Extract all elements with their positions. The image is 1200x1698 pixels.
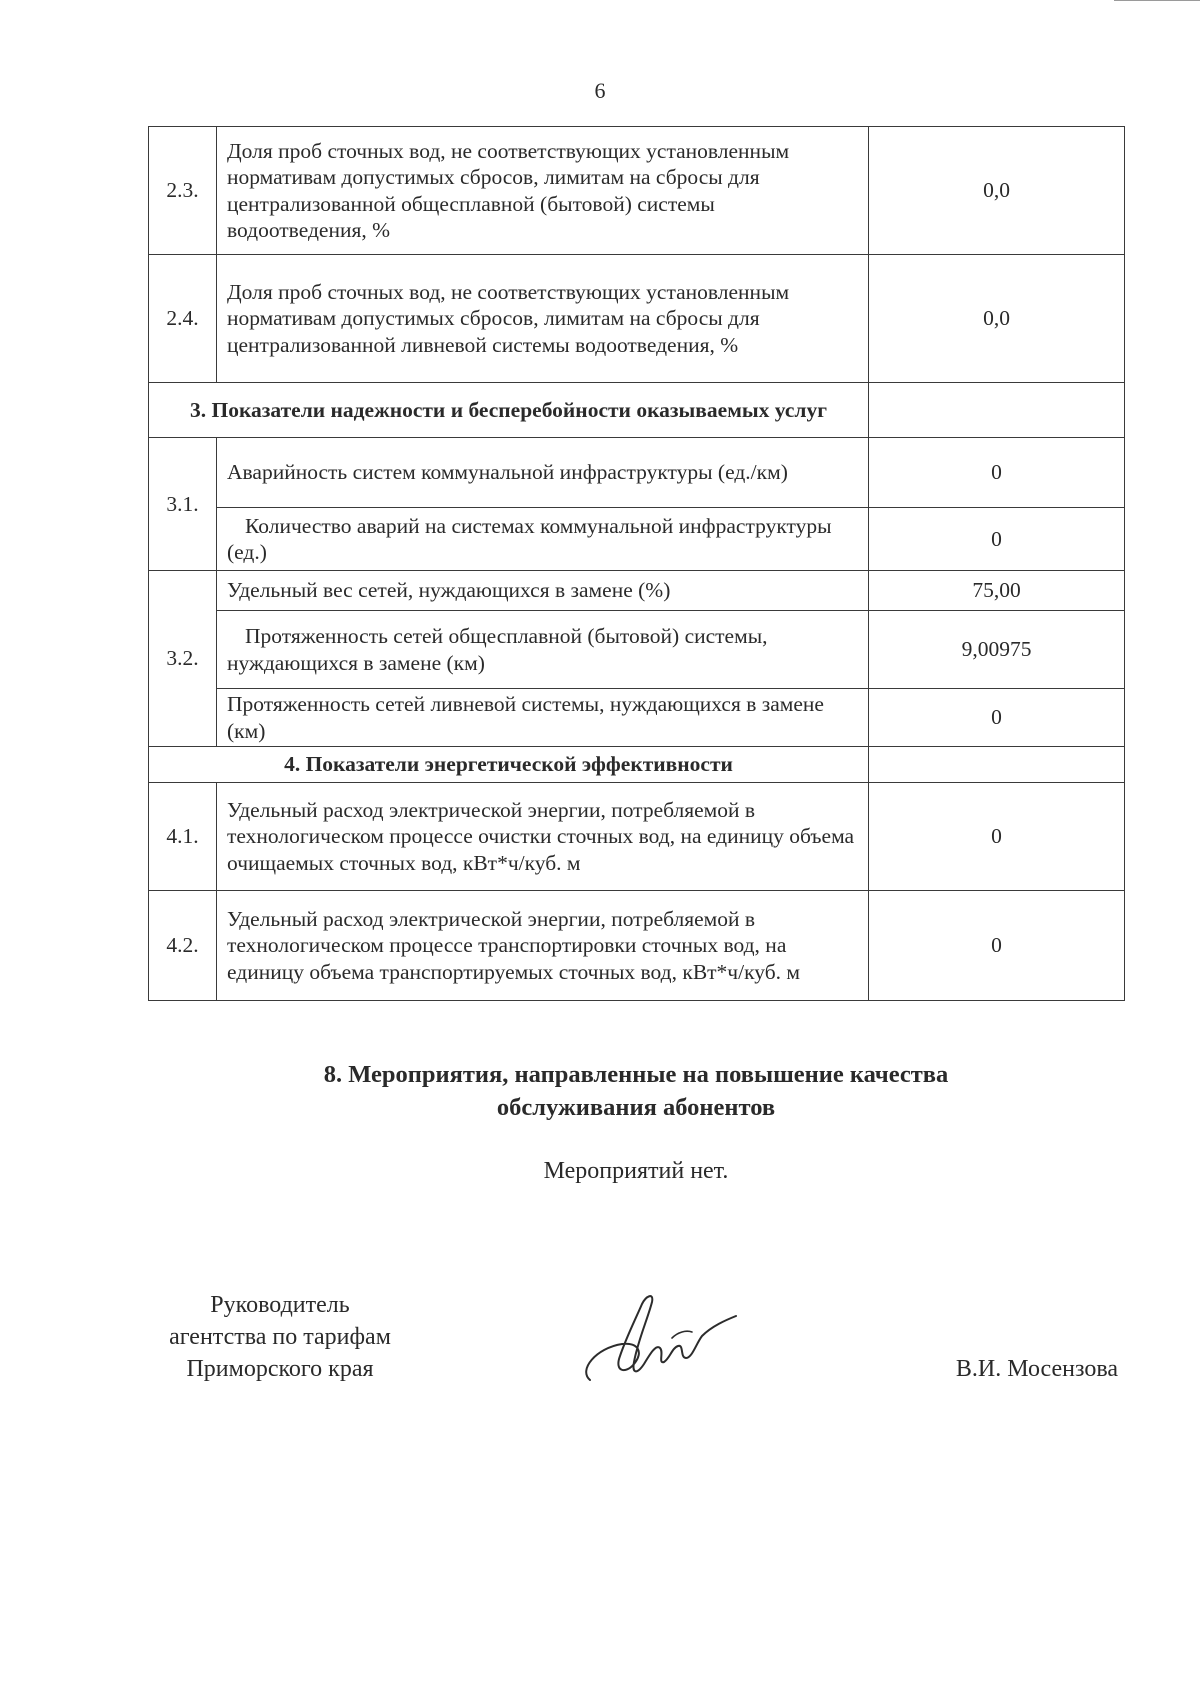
section-8-heading-line2: обслуживания абонентов bbox=[496, 1094, 776, 1122]
row-value: 0 bbox=[869, 689, 1125, 747]
signer-title-line1: Руководитель bbox=[210, 1292, 350, 1318]
row-description: Доля проб сточных вод, не соответствующих установленным нормативам допустимых сбросов, лимитам на сбросы для централизованной общесплавной (бытовой) системы водоотведения, % bbox=[217, 127, 869, 255]
no-measures-text: Мероприятий нет. bbox=[543, 1158, 729, 1184]
signer-title-line2: агентства по тарифам bbox=[169, 1323, 391, 1350]
row-description: Удельный расход электрической энергии, потребляемой в технологическом процессе транспортировки сточных вод, на единицу объема транспортируемых сточных вод, кВт*ч/куб. м bbox=[217, 891, 869, 1001]
row-number: 4.2. bbox=[149, 891, 217, 1001]
row-value: 75,00 bbox=[869, 571, 1125, 611]
section-empty-cell bbox=[869, 747, 1125, 783]
row-number: 2.3. bbox=[149, 127, 217, 255]
section-title: 4. Показатели энергетической эффективности bbox=[149, 747, 869, 783]
table-row-4-2 bbox=[149, 891, 1125, 1001]
section-8-heading bbox=[148, 1058, 1124, 1125]
corner-scan-mark bbox=[1114, 0, 1200, 5]
row-number: 2.4. bbox=[149, 255, 217, 383]
row-number: 3.2. bbox=[149, 571, 217, 747]
row-value: 0,0 bbox=[869, 255, 1125, 383]
row-value: 0 bbox=[869, 438, 1125, 508]
table-row-3-2 bbox=[149, 571, 1125, 611]
row-description-text: Протяженность сетей общесплавной (бытовой) системы, нуждающихся в замене (км) bbox=[227, 624, 768, 675]
row-description: Доля проб сточных вод, не соответствующих установленным нормативам допустимых сбросов, лимитам на сбросы для централизованной ливневой системы водоотведения, % bbox=[217, 255, 869, 383]
row-description: Аварийность систем коммунальной инфраструктуры (ед./км) bbox=[217, 438, 869, 508]
row-number: 3.1. bbox=[149, 438, 217, 571]
signer-title-line3: Приморского края bbox=[186, 1355, 374, 1382]
table-row-2-3 bbox=[149, 127, 1125, 255]
row-description: Удельный вес сетей, нуждающихся в замене (%) bbox=[217, 571, 869, 611]
row-description-text: Количество аварий на системах коммунальной инфраструктуры (ед.) bbox=[227, 513, 832, 564]
section-empty-cell bbox=[869, 383, 1125, 438]
row-number: 4.1. bbox=[149, 783, 217, 891]
row-value: 0 bbox=[869, 783, 1125, 891]
indicators-table bbox=[148, 126, 1125, 1001]
row-description bbox=[217, 508, 869, 571]
section-row-4 bbox=[149, 747, 1125, 783]
row-description: Протяженность сетей ливневой системы, нуждающихся в замене (км) bbox=[217, 689, 869, 747]
section-row-3 bbox=[149, 383, 1125, 438]
handwritten-signature-icon bbox=[574, 1282, 744, 1392]
signer-title bbox=[130, 1290, 430, 1386]
table-subrow-3-1 bbox=[149, 508, 1125, 571]
row-value: 0 bbox=[869, 508, 1125, 571]
section-title: 3. Показатели надежности и бесперебойности оказываемых услуг bbox=[149, 383, 869, 438]
table-row-4-1 bbox=[149, 783, 1125, 891]
section-8-heading-line1: 8. Мероприятия, направленные на повышение качества bbox=[323, 1061, 949, 1088]
table-row-2-4 bbox=[149, 255, 1125, 383]
table-subrow-3-2-a bbox=[149, 611, 1125, 689]
table-subrow-3-2-b bbox=[149, 689, 1125, 747]
table-row-3-1 bbox=[149, 438, 1125, 508]
row-description: Удельный расход электрической энергии, потребляемой в технологическом процессе очистки сточных вод, на единицу объема очищаемых сточных вод, кВт*ч/куб. м bbox=[217, 783, 869, 891]
row-value: 0 bbox=[869, 891, 1125, 1001]
row-value: 9,00975 bbox=[869, 611, 1125, 689]
row-description bbox=[217, 611, 869, 689]
page-number: 6 bbox=[594, 78, 606, 103]
row-value: 0,0 bbox=[869, 127, 1125, 255]
signer-name: В.И. Мосензова bbox=[955, 1356, 1118, 1382]
